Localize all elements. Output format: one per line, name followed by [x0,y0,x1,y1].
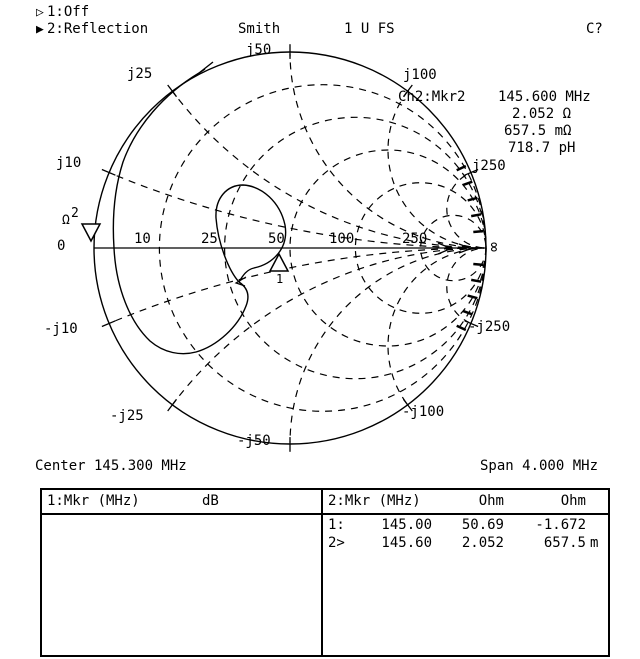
readout-resistance: 2.052 Ω [512,106,572,122]
row2-marker-id: 2> [328,535,345,551]
row1-frequency: 145.00 [381,517,432,533]
readout-reactance: 657.5 mΩ [504,123,572,139]
marker-1-number: 1 [276,272,284,286]
span-label: Span 4.000 MHz [480,458,599,474]
row2-ohm-re: 2.052 [461,535,504,551]
infinity-label: ∞ [484,242,504,252]
ch1-table-title: 1:Mkr (MHz) [47,493,140,509]
ch2-table-title: 2:Mkr (MHz) [328,493,421,509]
scale-label: 1 U FS [344,21,395,37]
reactance-label-nj100: -j100 [402,404,445,420]
marker-table-ch1 [40,488,321,657]
center-frequency-label: Center 145.300 MHz [35,458,187,474]
format-label: Smith [238,21,281,37]
readout-inductance: 718.7 pH [508,140,576,156]
reflection-trace [113,62,285,354]
row1-ohm-re: 50.69 [461,517,504,533]
row2-suffix: m [590,535,599,551]
channel2-indicator-icon: ▶ [36,22,44,37]
ch1-table-unit-db: dB [202,493,219,509]
ch2-table-unit-ohm-im: Ohm [560,493,586,509]
reactance-label-nj250: -j250 [468,319,511,335]
marker-2-symbol [82,224,100,241]
resistance-label-0: 0 [57,238,66,254]
reactance-label-j10: j10 [56,155,82,171]
resistance-label-100: 100 [329,231,355,247]
row1-marker-id: 1: [328,517,345,533]
channel1-label: 1:Off [47,4,90,20]
resistance-label-50: 50 [268,231,285,247]
readout-frequency: 145.600 MHz [498,89,591,105]
resistance-label-10: 10 [134,231,151,247]
reactance-label-j100: j100 [403,67,437,83]
table-header-divider [42,513,321,515]
ch2-table-unit-ohm-re: Ohm [478,493,504,509]
reactance-label-nj50: -j50 [237,433,271,449]
reactance-label-nj10: -j10 [44,321,78,337]
resistance-label-250: 250 [402,231,428,247]
row1-ohm-im: -1.672 [535,517,586,533]
readout-source: Ch2:Mkr2 [398,89,466,105]
reactance-label-nj25: -j25 [110,408,144,424]
channel1-indicator-icon: ▷ [36,5,44,20]
marker-2-number: 2 [71,206,79,221]
table-header-divider [323,513,608,515]
cal-status-label: C? [586,21,603,37]
row2-frequency: 145.60 [381,535,432,551]
reactance-label-j25: j25 [127,66,153,82]
axis-unit-label: Ω [62,213,70,228]
reactance-label-j250: j250 [472,158,506,174]
resistance-label-25: 25 [201,231,218,247]
channel2-label: 2:Reflection [47,21,149,37]
marker-table-ch2 [321,488,610,657]
reactance-label-j50: j50 [246,42,272,58]
row2-ohm-im: 657.5 [543,535,586,551]
marker-1-symbol [270,254,288,271]
